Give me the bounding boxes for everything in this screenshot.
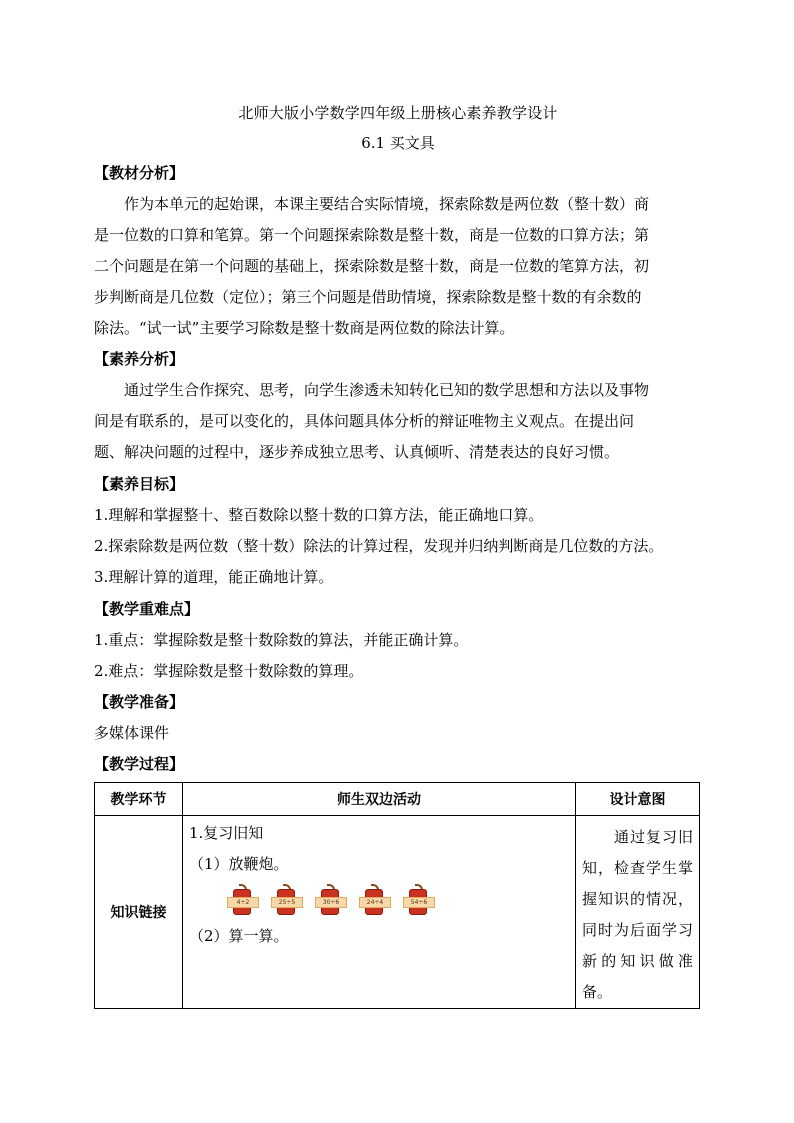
table-row — [95, 816, 700, 1009]
keypoint-item: 1.重点：掌握除数是整十数除数的算法，并能正确计算。 — [94, 631, 469, 649]
firecracker-icon — [403, 884, 433, 914]
header-activity: 师生双边活动 — [183, 783, 576, 816]
keypoints-heading: 【教学重难点】 — [94, 600, 200, 618]
goal-item: 1.理解和掌握整十、整百数除以整十数的口算方法，能正确地口算。 — [94, 506, 544, 524]
activity-cell — [183, 816, 576, 1009]
firecracker-label: 30÷6 — [315, 897, 347, 908]
analysis-line: 除法。“试一试”主要学习除数是整十数商是两位数的除法计算。 — [94, 319, 515, 337]
analysis-line: 步判断商是几位数（定位）；第三个问题是借助情境，探索除数是整十数的有余数的 — [94, 288, 642, 306]
header-stage: 教学环节 — [95, 783, 183, 816]
literacy-line: 通过学生合作探究、思考，向学生渗透未知转化已知的数学思想和方法以及事物 — [94, 381, 650, 399]
firecracker-icon — [271, 884, 301, 914]
analysis-line: 是一位数的口算和笔算。第一个问题探索除数是整十数，商是一位数的口算方法；第 — [94, 226, 650, 244]
header-intent: 设计意图 — [576, 783, 700, 816]
analysis-paragraph — [94, 189, 694, 344]
firecracker-icon — [315, 884, 345, 914]
analysis-line: 作为本单元的起始课，本课主要结合实际情境，探索除数是两位数（整十数）商 — [94, 195, 650, 213]
table-header-row — [95, 783, 700, 816]
page-title: 北师大版小学数学四年级上册核心素养教学设计 — [238, 104, 558, 122]
activity-item: （2）算一算。 — [189, 927, 289, 945]
literacy-line: 题、解决问题的过程中，逐步养成独立思考、认真倾听、清楚表达的良好习惯。 — [94, 443, 620, 461]
intent-cell: 通过复习旧知，检查学生掌握知识的情况，同时为后面学习新的知识做准备。 — [576, 816, 700, 1009]
literacy-line: 间是有联系的，是可以变化的，具体问题具体分析的辩证唯物主义观点。在提出问 — [94, 412, 635, 430]
firecracker-label: 24÷4 — [359, 897, 391, 908]
activity-item: （1）放鞭炮。 — [189, 855, 289, 873]
goal-item: 3.理解计算的道理，能正确地计算。 — [94, 568, 334, 586]
firecracker-icon — [227, 884, 257, 914]
firecracker-row — [227, 884, 427, 914]
goals-heading: 【素养目标】 — [94, 475, 185, 493]
literacy-heading: 【素养分析】 — [94, 350, 185, 368]
firecracker-label: 54÷6 — [403, 897, 435, 908]
literacy-paragraph — [94, 375, 694, 468]
firecracker-label: 25÷5 — [271, 897, 303, 908]
process-heading: 【教学过程】 — [94, 755, 185, 773]
analysis-line: 二个问题是在第一个问题的基础上，探索除数是整十数，商是一位数的笔算方法，初 — [94, 257, 650, 275]
activity-title: 1.复习旧知 — [189, 824, 264, 842]
goal-item: 2.探索除数是两位数（整十数）除法的计算过程，发现并归纳判断商是几位数的方法。 — [94, 537, 664, 555]
firecracker-label: 4÷2 — [227, 897, 259, 908]
analysis-heading: 【教材分析】 — [94, 164, 185, 182]
firecracker-icon — [359, 884, 389, 914]
prep-heading: 【教学准备】 — [94, 693, 185, 711]
prep-text: 多媒体课件 — [94, 724, 170, 742]
keypoint-item: 2.难点：掌握除数是整十数除数的算理。 — [94, 662, 364, 680]
page-subtitle: 6.1 买文具 — [361, 134, 435, 152]
process-table — [94, 782, 700, 1009]
stage-cell: 知识链接 — [95, 816, 183, 1009]
